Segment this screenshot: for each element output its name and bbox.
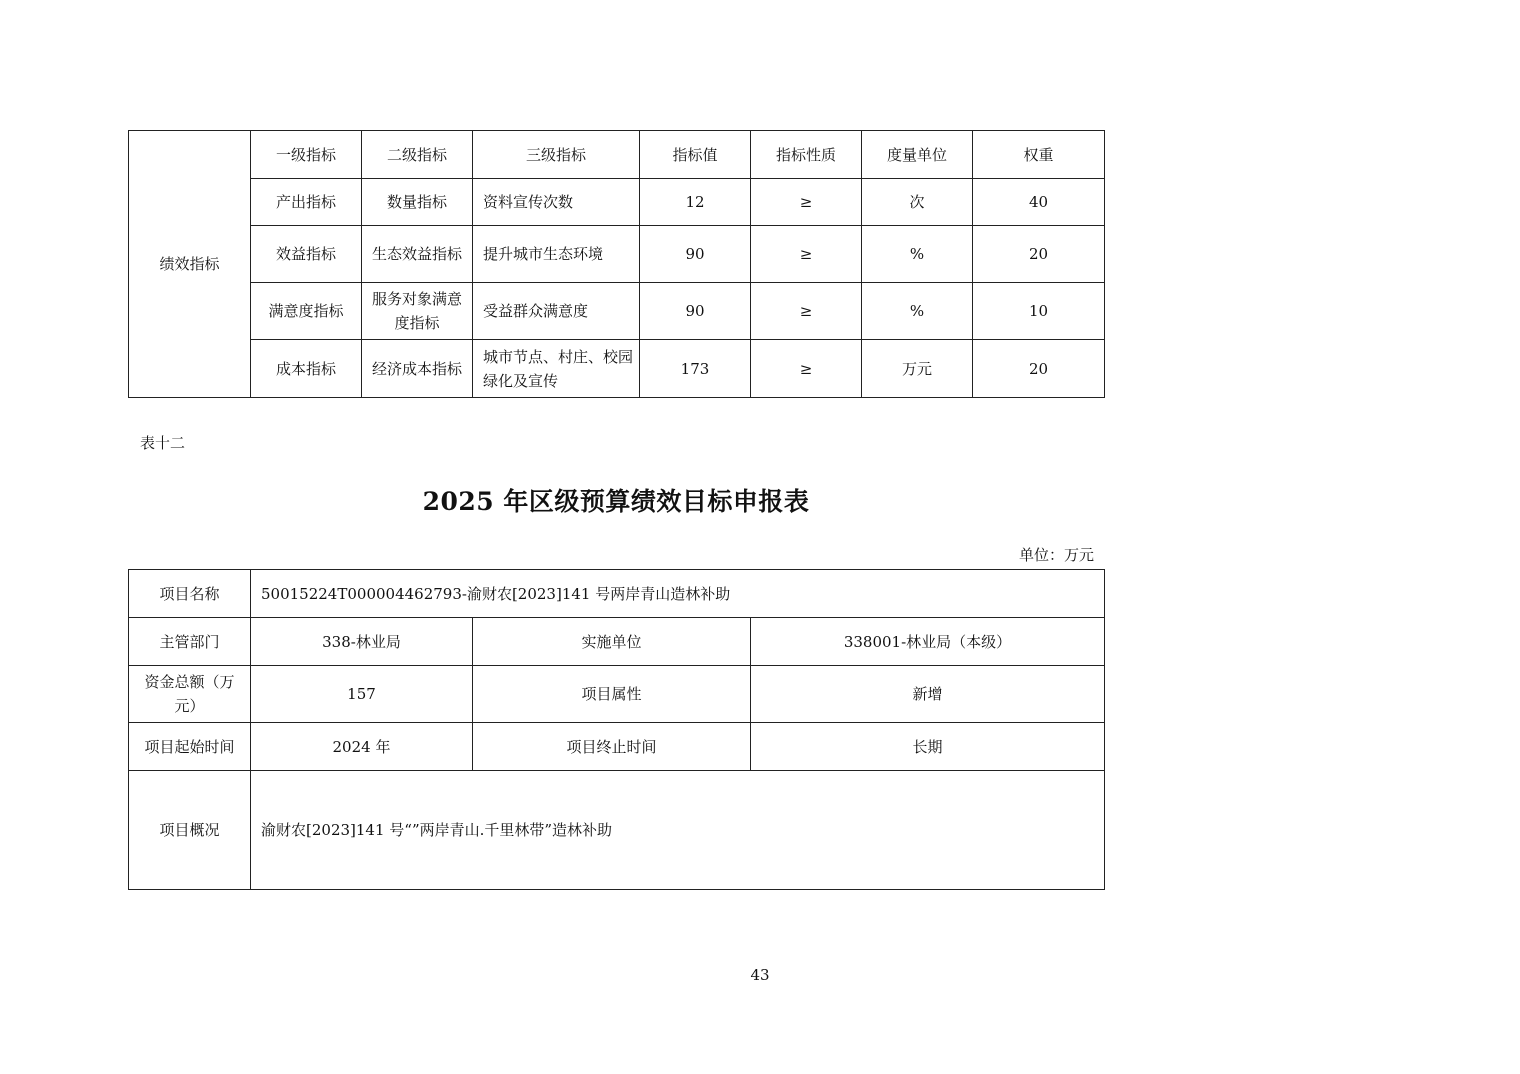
level1-cell: 效益指标 — [251, 226, 362, 283]
level2-cell: 经济成本指标 — [362, 340, 473, 398]
level3-cell: 资料宣传次数 — [473, 179, 640, 226]
table-row — [129, 666, 1105, 723]
table-row — [129, 226, 1105, 283]
unit-cell: 次 — [862, 179, 973, 226]
start-label: 项目起始时间 — [129, 723, 251, 771]
overview-value: 渝财农[2023]141 号“”两岸青山.千里林带”造林补助 — [251, 771, 1105, 890]
form-title: 2025 年区级预算绩效目标申报表 — [422, 487, 810, 516]
unit-cell: 万元 — [862, 340, 973, 398]
value-cell: 90 — [640, 283, 751, 340]
level2-cell: 数量指标 — [362, 179, 473, 226]
unit-cell: % — [862, 226, 973, 283]
level3-cell: 城市节点、村庄、校园绿化及宣传 — [473, 340, 640, 398]
overview-label: 项目概况 — [129, 771, 251, 890]
page-number: 43 — [750, 966, 770, 984]
level2-cell: 服务对象满意度指标 — [362, 283, 473, 340]
end-label: 项目终止时间 — [473, 723, 751, 771]
dept-value: 338-林业局 — [251, 618, 473, 666]
header-cell: 二级指标 — [362, 131, 473, 179]
attr-label: 项目属性 — [473, 666, 751, 723]
project-name-value: 50015224T000004462793-渝财农[2023]141 号两岸青山造林补助 — [251, 570, 1105, 618]
fund-value: 157 — [251, 666, 473, 723]
nature-cell: ≥ — [751, 283, 862, 340]
performance-indicator-table — [128, 130, 1105, 398]
level1-cell: 成本指标 — [251, 340, 362, 398]
table-row — [129, 570, 1105, 618]
impl-label: 实施单位 — [473, 618, 751, 666]
table-row — [129, 340, 1105, 398]
header-cell: 度量单位 — [862, 131, 973, 179]
impl-value: 338001-林业局（本级） — [751, 618, 1105, 666]
dept-label: 主管部门 — [129, 618, 251, 666]
level3-cell: 受益群众满意度 — [473, 283, 640, 340]
nature-cell: ≥ — [751, 226, 862, 283]
level2-cell: 生态效益指标 — [362, 226, 473, 283]
header-cell: 权重 — [973, 131, 1105, 179]
level3-cell: 提升城市生态环境 — [473, 226, 640, 283]
header-cell: 一级指标 — [251, 131, 362, 179]
fund-label: 资金总额（万元） — [129, 666, 251, 723]
header-cell: 指标性质 — [751, 131, 862, 179]
start-value: 2024 年 — [251, 723, 473, 771]
unit-cell: % — [862, 283, 973, 340]
table-row — [129, 179, 1105, 226]
project-name-label: 项目名称 — [129, 570, 251, 618]
weight-cell: 40 — [973, 179, 1105, 226]
table-row — [129, 618, 1105, 666]
level1-cell: 产出指标 — [251, 179, 362, 226]
table-header-row — [129, 131, 1105, 179]
declaration-table — [128, 569, 1105, 890]
value-cell: 90 — [640, 226, 751, 283]
table-row — [129, 283, 1105, 340]
end-value: 长期 — [751, 723, 1105, 771]
header-cell: 指标值 — [640, 131, 751, 179]
attr-value: 新增 — [751, 666, 1105, 723]
nature-cell: ≥ — [751, 179, 862, 226]
weight-cell: 20 — [973, 226, 1105, 283]
value-cell: 173 — [640, 340, 751, 398]
weight-cell: 10 — [973, 283, 1105, 340]
unit-note: 单位：万元 — [1018, 546, 1094, 564]
table-label: 表十二 — [140, 434, 186, 452]
level1-cell: 满意度指标 — [251, 283, 362, 340]
value-cell: 12 — [640, 179, 751, 226]
nature-cell: ≥ — [751, 340, 862, 398]
header-cell: 三级指标 — [473, 131, 640, 179]
table-row — [129, 771, 1105, 890]
table-row — [129, 723, 1105, 771]
weight-cell: 20 — [973, 340, 1105, 398]
section-label-cell: 绩效指标 — [129, 131, 251, 398]
